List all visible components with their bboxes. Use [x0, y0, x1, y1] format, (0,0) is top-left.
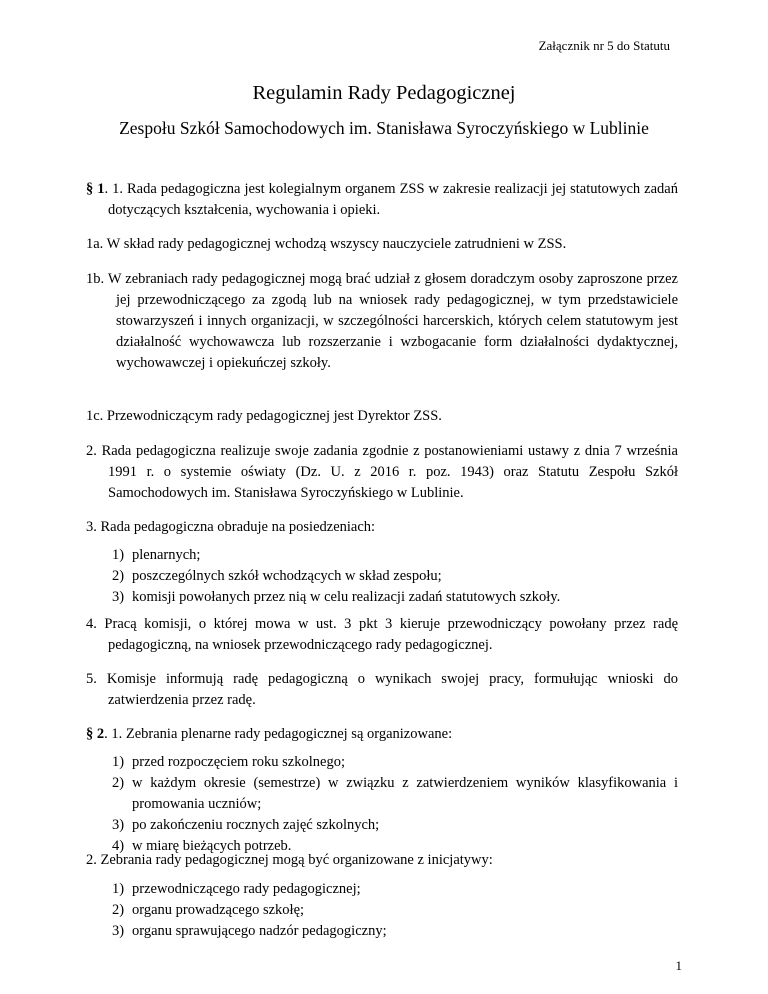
attachment-header: Załącznik nr 5 do Statutu [538, 38, 670, 53]
list-item: 1) przewodniczącego rady pedagogicznej; [112, 881, 361, 897]
list-item: 2) organu prowadzącego szkołę; [112, 902, 305, 918]
document-subtitle: Zespołu Szkół Samochodowych im. Stanisława Syroczyńskiego w Lublinie [119, 118, 649, 138]
list-item: 1) plenarnych; [112, 547, 201, 563]
sec2-p2-list [112, 879, 678, 942]
sec2-mark: § 2 [86, 726, 105, 742]
list-item: 2) w każdym okresie (semestrze) w związku z zatwierdzeniem wyników klasyfikowania i promowania uczniów; [112, 775, 678, 812]
sec1-paragraph-2: 2. Rada pedagogiczna realizuje swoje zadania zgodnie z postanowieniami ustawy z dnia 7 września 1991 r. o systemie oświaty (Dz. U. z 2016 r. poz. 1943) oraz Statutu Zespołu Szkół Samochodowych im. Stanisława Syroczyńskiego w Lublinie. [86, 443, 678, 501]
sec2-p1-list [112, 752, 678, 857]
sec1-mark: § 1 [86, 181, 105, 197]
sec1-paragraph-5: 5. Komisje informują radę pedagogiczną o wynikach swojej pracy, formułując wnioski do zatwierdzenia przez radę. [86, 671, 678, 708]
sec2-paragraph-2: 2. Zebrania rady pedagogicznej mogą być organizowane z inicjatywy: [86, 852, 493, 868]
sec1-paragraph-1a: 1a. W skład rady pedagogicznej wchodzą wszyscy nauczyciele zatrudnieni w ZSS. [86, 236, 567, 252]
page-number: 1 [675, 958, 682, 973]
sec2-paragraph-1: § 2. 1. Zebrania plenarne rady pedagogicznej są organizowane: [86, 726, 453, 742]
list-item: 2) poszczególnych szkół wchodzących w skład zespołu; [112, 568, 442, 584]
list-item: 1) przed rozpoczęciem roku szkolnego; [112, 754, 345, 770]
sec1-p3-list [112, 545, 678, 608]
sec1-paragraph-1: § 1. 1. Rada pedagogiczna jest kolegialnym organem ZSS w zakresie realizacji jej statutowych zadań dotyczących kształcenia, wychowania i opieki. [86, 181, 678, 218]
list-item: 4) w miarę bieżących potrzeb. [112, 838, 292, 854]
list-item: 3) komisji powołanych przez nią w celu realizacji zadań statutowych szkoły. [112, 589, 561, 605]
sec1-paragraph-3: 3. Rada pedagogiczna obraduje na posiedzeniach: [86, 519, 376, 535]
document-title: Regulamin Rady Pedagogicznej [252, 82, 516, 104]
sec1-paragraph-1b: 1b. W zebraniach rady pedagogicznej mogą brać udział z głosem doradczym osoby zaproszone przez jej przewodniczącego za zgodą lub na wniosek rady pedagogicznej, w tym przedstawiciele stowarzyszeń i innych organizacji, w szczególności harcerskich, których celem statutowym jest działalność wychowawcza lub rozszerzanie i wzbogacanie form działalności dydaktycznej, wychowawczej i opiekuńczej szkoły. [86, 271, 678, 371]
list-item: 3) po zakończeniu rocznych zajęć szkolnych; [112, 817, 380, 833]
sec1-paragraph-1c: 1c. Przewodniczącym rady pedagogicznej jest Dyrektor ZSS. [86, 408, 442, 424]
list-item: 3) organu sprawującego nadzór pedagogiczny; [112, 923, 387, 939]
sec1-paragraph-4: 4. Pracą komisji, o której mowa w ust. 3 pkt 3 kieruje przewodniczący powołany przez radę pedagogiczną, na wniosek przewodniczącego rady pedagogicznej. [86, 616, 678, 653]
